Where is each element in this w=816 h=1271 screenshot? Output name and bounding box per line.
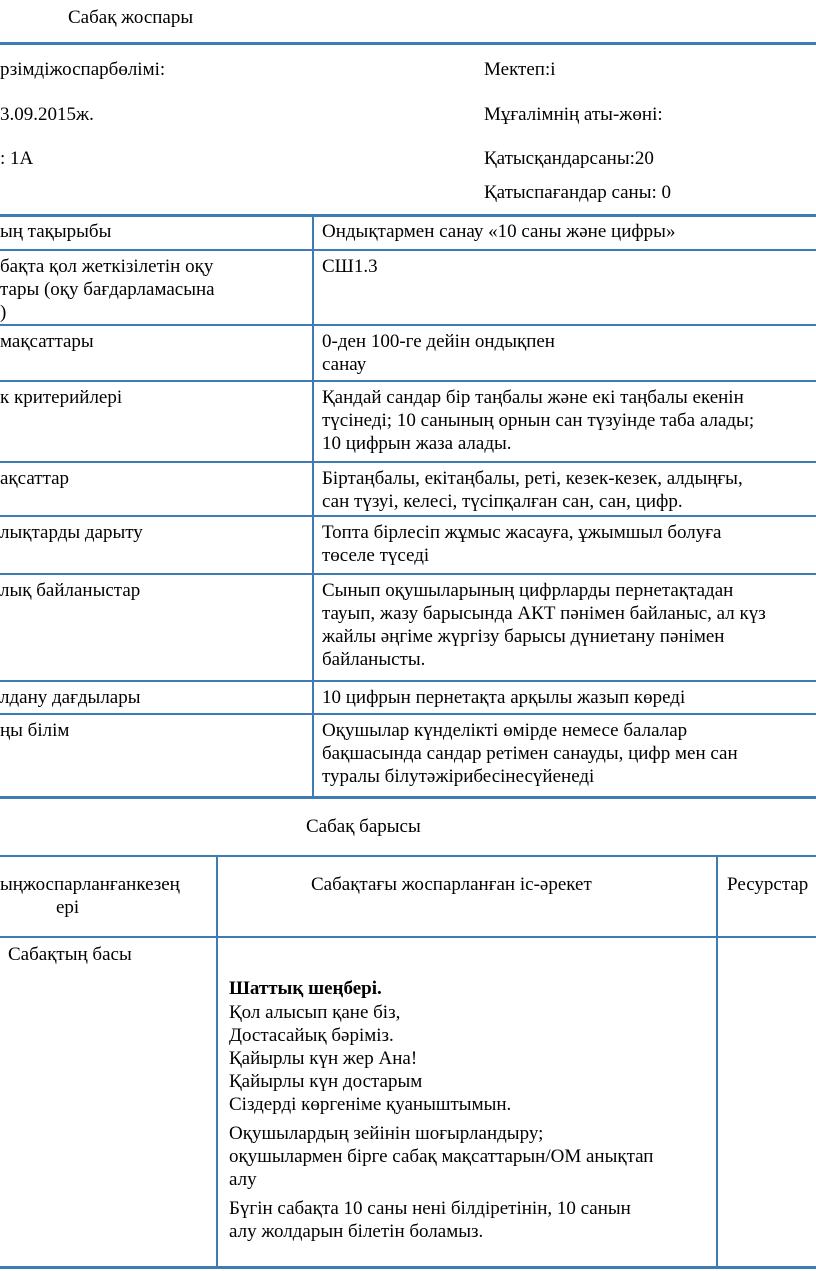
plan-row-label: ) bbox=[0, 302, 7, 323]
poem-line: Сіздерді көргеніме қуаныштымын. bbox=[229, 1094, 512, 1115]
plan-row-value: жайлы әңгіме жүргізу барысы дүниетану пәнімен bbox=[322, 626, 725, 647]
lesson-table-divider-2 bbox=[716, 856, 718, 1268]
plan-row-value: Оқушылар күнделікті өмірде немесе балалар bbox=[322, 720, 688, 741]
plan-row-value: тауып, жазу барысында АКТ пәнімен байланыс, ал күз bbox=[322, 603, 766, 624]
header-present: Қатысқандарсаны:20 bbox=[484, 148, 654, 169]
plan-row-value: СШ1.3 bbox=[322, 256, 378, 277]
plan-table-row-border bbox=[0, 515, 816, 517]
plan-row-value: байланысты. bbox=[322, 649, 426, 670]
poem-line: Қайырлы күн достарым bbox=[229, 1071, 423, 1092]
header-absent: Қатыспағандар саны: 0 bbox=[484, 182, 672, 203]
plan-row-value: 10 цифрын жаза алады. bbox=[322, 433, 512, 454]
plan-row-value: Сынып оқушыларының цифрларды пернетақтадан bbox=[322, 580, 734, 601]
plan-row-value: төселе түседі bbox=[322, 545, 430, 566]
header-section: рзімдіжоспарбөлімі: bbox=[0, 59, 166, 80]
plan-table-row-border bbox=[0, 573, 816, 575]
plan-row-value: Біртаңбалы, екітаңбалы, реті, кезек-кезек, алдыңғы, bbox=[322, 468, 743, 489]
plan-table-row-border bbox=[0, 214, 816, 217]
top-rule bbox=[0, 42, 816, 45]
plan-table-divider bbox=[312, 214, 314, 796]
header-school: Мектеп:і bbox=[484, 59, 556, 80]
goal-paragraph-line: Бүгін сабақта 10 саны нені білдіретінін, 10 санын bbox=[229, 1198, 631, 1219]
plan-table-row-border bbox=[0, 680, 816, 682]
plan-row-value: Топта бірлесіп жұмыс жасауға, ұжымшыл болуға bbox=[322, 522, 722, 543]
stage-header-line1: ыңжоспарланғанкезең bbox=[0, 874, 180, 895]
plan-row-value: Қандай сандар бір таңбалы және екі таңбалы екенін bbox=[322, 387, 744, 408]
plan-row-value: сан түзуі, келесі, түсіпқалған сан, сан, цифр. bbox=[322, 491, 683, 512]
lesson-table-header-border bbox=[0, 936, 816, 938]
plan-table-row-border bbox=[0, 461, 816, 463]
plan-row-label: лық байланыстар bbox=[0, 580, 141, 601]
plan-row-value: туралы білутәжірибесінесүйенеді bbox=[322, 766, 595, 787]
plan-row-label: ың тақырыбы bbox=[0, 221, 112, 242]
plan-row-label: лдану дағдылары bbox=[0, 687, 141, 708]
stage-header-line2: ері bbox=[56, 897, 80, 918]
plan-row-label: к критерийлері bbox=[0, 387, 123, 408]
resources-header: Ресурстар bbox=[727, 874, 809, 895]
activity-circle-title: Шаттық шеңбері. bbox=[229, 978, 382, 999]
goal-paragraph-line: алу жолдарын білетін боламыз. bbox=[229, 1221, 484, 1242]
plan-row-label: бақта қол жеткізілетін оқу bbox=[0, 256, 214, 277]
poem-line: Қол алысып қане біз, bbox=[229, 1002, 401, 1023]
page-title: Сабақ жоспары bbox=[68, 7, 194, 28]
focus-paragraph-line: Оқушылардың зейінін шоғырландыру; bbox=[229, 1123, 544, 1144]
lesson-table-top-border bbox=[0, 855, 816, 857]
plan-row-value: санау bbox=[322, 354, 367, 375]
plan-table-row-border bbox=[0, 324, 816, 326]
plan-table-row-border bbox=[0, 713, 816, 715]
stage-beginning: Сабақтың басы bbox=[8, 944, 132, 965]
plan-row-value: 0-ден 100-ге дейін ондықпен bbox=[322, 331, 555, 352]
plan-row-label: ақсаттар bbox=[0, 468, 70, 489]
focus-paragraph-line: оқушылармен бірге сабақ мақсаттарын/ОМ анықтап bbox=[229, 1146, 654, 1167]
focus-paragraph-line: алу bbox=[229, 1169, 257, 1190]
header-teacher: Мұғалімнің аты-жөні: bbox=[484, 104, 663, 125]
plan-table-row-border bbox=[0, 249, 816, 251]
plan-row-value: Ондықтармен санау «10 саны және цифры» bbox=[322, 221, 676, 242]
lesson-table-divider-1 bbox=[216, 856, 218, 1268]
plan-row-label: ңы білім bbox=[0, 720, 70, 741]
header-class: : 1А bbox=[0, 148, 34, 169]
lesson-progress-title: Сабақ барысы bbox=[306, 816, 421, 837]
plan-row-value: түсінеді; 10 санының орнын сан түзуінде таба алады; bbox=[322, 410, 755, 431]
plan-table-row-border bbox=[0, 380, 816, 382]
plan-row-value: бақшасында сандар ретімен санауды, цифр мен сан bbox=[322, 743, 738, 764]
activity-header: Сабақтағы жоспарланған іс-әрекет bbox=[311, 874, 592, 895]
plan-row-label: мақсаттары bbox=[0, 331, 94, 352]
plan-table-row-border bbox=[0, 796, 816, 799]
plan-row-label: лықтарды дарыту bbox=[0, 522, 143, 543]
header-date: 3.09.2015ж. bbox=[0, 104, 94, 125]
poem-line: Достасайық бәріміз. bbox=[229, 1025, 394, 1046]
plan-row-label: тары (оқу бағдарламасына bbox=[0, 279, 215, 300]
lesson-table-bottom-border bbox=[0, 1266, 816, 1269]
poem-line: Қайырлы күн жер Ана! bbox=[229, 1048, 418, 1069]
plan-row-value: 10 цифрын пернетақта арқылы жазып көреді bbox=[322, 687, 686, 708]
